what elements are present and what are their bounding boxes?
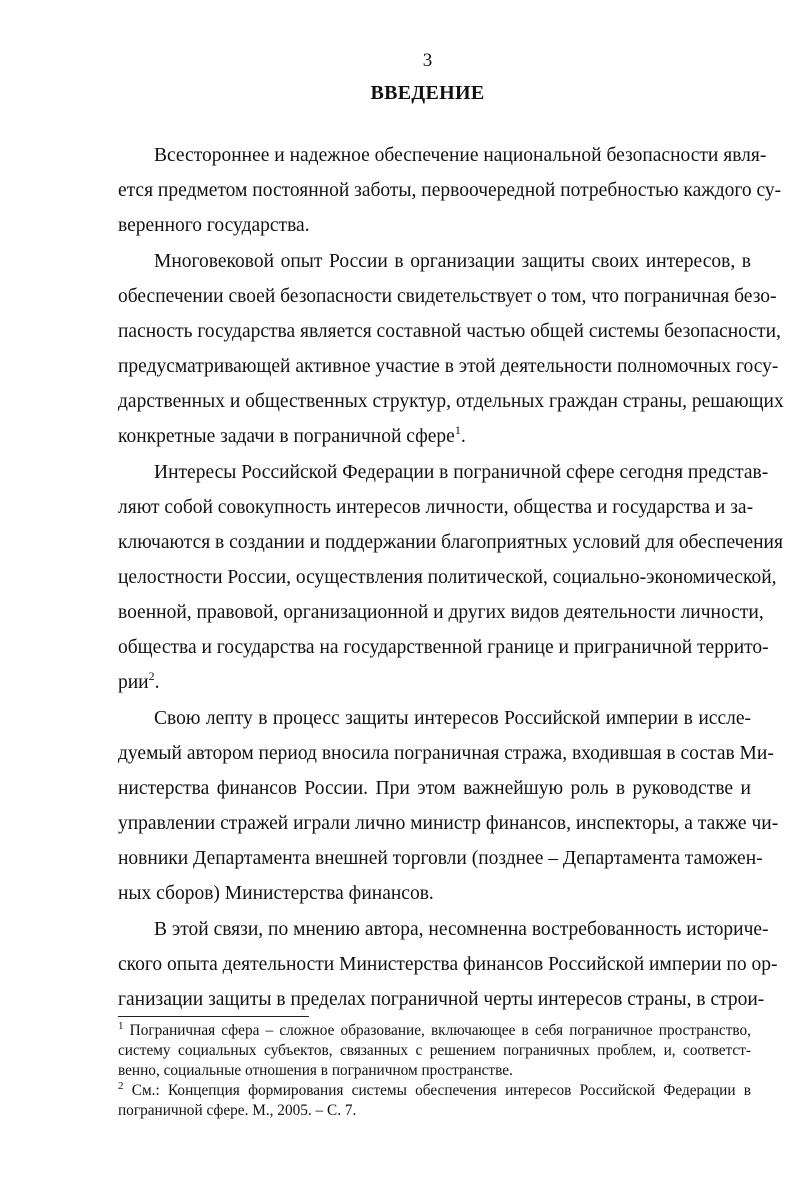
text-line: ганизации защиты в пределах пограничной черты интересов страны, в строи- [118,989,765,1010]
text-line-with-footnote [118,419,751,454]
text-line: нистерства финансов России. При этом важнейшую роль в руководстве и [118,778,751,799]
text-line: ляют собой совокупность интересов личности, общества и государства и за- [118,497,754,518]
text-fragment: конкретные задачи в пограничной сфере [118,426,455,447]
text-line: целостности России, осуществления политической, социально-экономической, [118,567,777,588]
text-line: военной, правовой, организационной и других видов деятельности личности, [118,602,764,623]
text-line: пасность государства является составной частью общей системы безопасности, [118,321,781,342]
page-title: ВВЕДЕНИЕ [370,82,485,104]
footnote-ref-2[interactable]: 2 [148,669,155,683]
text-line: ского опыта деятельности Министерства финансов Российской империи по ор- [118,954,778,975]
text-line: В этой связи, по мнению автора, несомненна востребованность историче- [154,919,769,940]
text-line: общества и государства на государственной границе и приграничной террито- [118,637,769,658]
footnote-mark: 2 [118,1080,124,1092]
text-line: ется предметом постоянной заботы, первоочередной потребностью каждого су- [118,180,782,201]
page-number: 3 [422,50,433,71]
footnote-divider [118,1016,309,1017]
text-line: дуемый автором период вносила пограничная стража, входившая в состав Ми- [118,743,774,764]
text-line: ключаются в создании и поддержании благоприятных условий для обеспечения [118,532,783,553]
text-fragment: . [460,426,466,447]
footnote-line: систему социальных субъектов, связанных с решением пограничных проблем, и, соответст- [118,1042,751,1059]
footnote-1 [118,1021,751,1041]
text-line: Многовековой опыт России в организации защиты своих интересов, в [154,251,751,272]
text-fragment: . [154,672,160,693]
text-line: ных сборов) Министерства финансов. [118,883,434,904]
text-line: веренного государства. [118,215,310,236]
footnote-2 [118,1081,751,1101]
footnote-text: Пограничная сфера – сложное образование, включающее в себя пограничное пространство, [129,1022,751,1039]
text-line: новники Департамента внешней торговли (позднее – Департамента таможен- [118,848,763,869]
footnote-mark: 1 [118,1020,124,1032]
text-line: Интересы Российской Федерации в пограничной сфере сегодня представ- [154,462,769,483]
text-line: Свою лепту в процесс защиты интересов Российской империи в иссле- [154,708,751,729]
text-line-with-footnote [118,665,751,700]
text-fragment: рии [118,672,149,693]
text-line: управлении стражей играли лично министр финансов, инспекторы, а также чи- [118,813,779,834]
footnote-line: пограничной сфере. М., 2005. – С. 7. [118,1102,357,1119]
text-line: дарственных и общественных структур, отдельных граждан страны, решающих [118,391,784,412]
text-line: предусматривающей активное участие в этой деятельности полномочных госу- [118,356,779,377]
text-line: обеспечении своей безопасности свидетельствует о том, что пограничная безо- [118,286,777,307]
text-line: Всестороннее и надежное обеспечение национальной безопасности явля- [154,145,767,166]
footnote-text: См.: Концепция формирования системы обеспечения интересов Российской Федерации в [131,1082,752,1099]
footnote-line: венно, социальные отношения в пограничном пространстве. [118,1062,513,1079]
footnote-ref-1[interactable]: 1 [454,423,461,437]
